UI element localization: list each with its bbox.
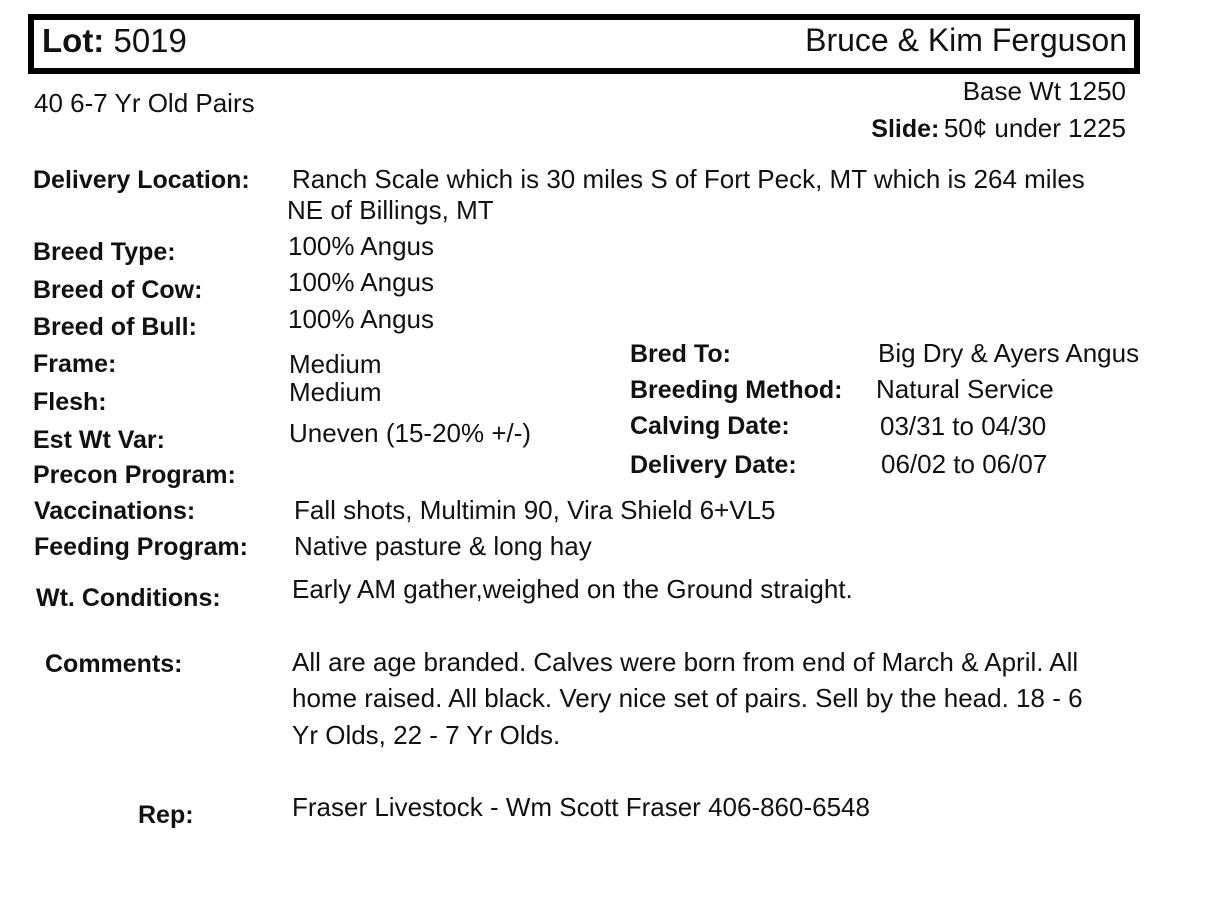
delivery-location-line2: NE of Billings, MT [287, 195, 494, 225]
est-wt-var-label: Est Wt Var: [33, 426, 165, 454]
frame-label: Frame: [33, 350, 117, 378]
comments-line1: All are age branded. Calves were born from end of March & April. All [292, 647, 1079, 677]
breed-of-bull-label: Breed of Bull: [33, 313, 197, 341]
slide-value: 50¢ under 1225 [943, 113, 1126, 143]
seller-name: Bruce & Kim Ferguson [805, 22, 1127, 58]
base-weight: Base Wt 1250 [962, 76, 1126, 106]
feeding-program-label: Feeding Program: [34, 533, 248, 561]
slide [871, 113, 1126, 144]
breeding-method-label: Breeding Method: [630, 376, 843, 404]
est-wt-var-value: Uneven (15-20% +/-) [289, 418, 532, 448]
frame-value: Medium [289, 349, 382, 379]
precon-program-label: Precon Program: [33, 461, 236, 489]
breed-type-value: 100% Angus [288, 231, 435, 261]
breed-of-cow-label: Breed of Cow: [33, 276, 203, 304]
vaccinations-label: Vaccinations: [34, 497, 196, 525]
lot-value: 5019 [113, 22, 187, 59]
calving-date-label: Calving Date: [630, 412, 790, 440]
slide-label: Slide: [871, 115, 940, 143]
lot-number [42, 22, 187, 60]
rep-value: Fraser Livestock - Wm Scott Fraser 406-860-6548 [292, 792, 870, 822]
flesh-label: Flesh: [33, 388, 107, 416]
feeding-program-value: Native pasture & long hay [294, 531, 592, 561]
rep-label: Rep: [138, 801, 194, 829]
delivery-location-label: Delivery Location: [33, 166, 250, 194]
breed-of-cow-value: 100% Angus [288, 267, 435, 297]
bred-to-label: Bred To: [630, 340, 731, 368]
wt-conditions-label: Wt. Conditions: [36, 584, 221, 612]
wt-conditions-value: Early AM gather,weighed on the Ground straight. [292, 574, 853, 604]
delivery-location-line1: Ranch Scale which is 30 miles S of Fort Peck, MT which is 264 miles [292, 164, 1085, 194]
delivery-date-value: 06/02 to 06/07 [881, 449, 1048, 479]
lot-label: Lot: [42, 22, 105, 59]
breeding-method-value: Natural Service [876, 374, 1054, 404]
calving-date-value: 03/31 to 04/30 [880, 411, 1047, 441]
lot-description: 40 6-7 Yr Old Pairs [34, 88, 255, 118]
delivery-date-label: Delivery Date: [630, 451, 797, 479]
comments-line2: home raised. All black. Very nice set of pairs. Sell by the head. 18 - 6 [292, 683, 1083, 713]
bred-to-value: Big Dry & Ayers Angus [878, 338, 1140, 368]
breed-type-label: Breed Type: [33, 238, 176, 266]
flesh-value: Medium [289, 377, 382, 407]
vaccinations-value: Fall shots, Multimin 90, Vira Shield 6+VL5 [294, 495, 776, 525]
breed-of-bull-value: 100% Angus [288, 304, 435, 334]
comments-line3: Yr Olds, 22 - 7 Yr Olds. [292, 720, 561, 750]
comments-label: Comments: [45, 650, 183, 678]
